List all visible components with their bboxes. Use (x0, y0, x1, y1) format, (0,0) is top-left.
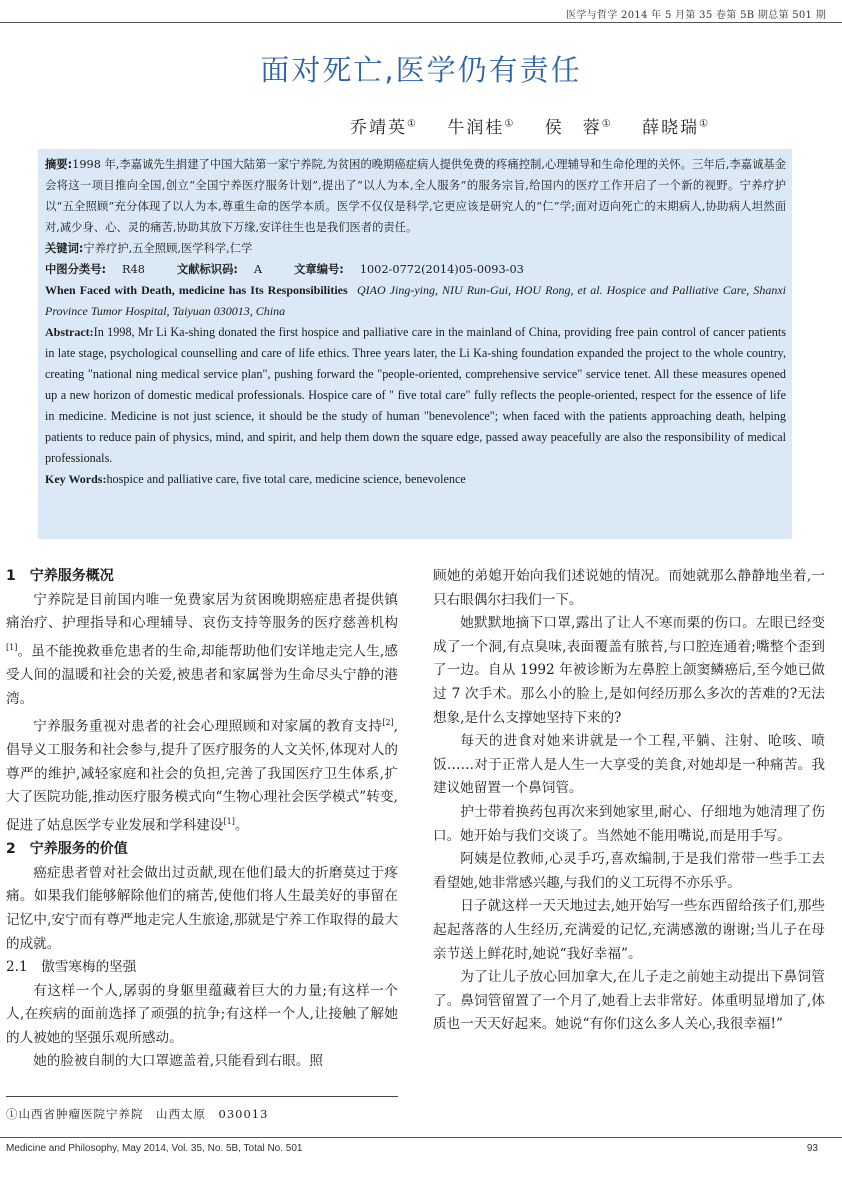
citation: [1] (223, 817, 235, 826)
section-1-heading: 1 宁养服务概况 (6, 568, 114, 584)
abstract-cn: 摘要:1998 年,李嘉诚先生捐建了中国大陆第一家宁养院,为贫困的晚期癌症病人提供免费的疼痛控制,心理辅导和生命伦理的关怀。三年后,李嘉诚基金会将这一项目推向全国,创立“全国宁养医疗服务计划”,提出了“以人为本,全人服务”的服务宗旨,给国内的医疗工作开启了一个新的视野。宁养疗护以“五全照顾”充分体现了以人为本,尊重生命的医学本质。医学不仅仅是科学,它更应该是研究人的“仁”学;面对迈向死亡的末期病人,协助病人坦然面对,减少身、心、灵的痛苦,协助其放下万缘,安详往生也是我们医者的责任。 (45, 158, 786, 234)
classification-line: 中图分类号: R48 文献标识码: A 文章编号: 1002-0772(2014)05-0093-03 (45, 263, 524, 276)
citation: [2] (382, 718, 394, 728)
paragraph: 宁养院是目前国内唯一免费家居为贫困晚期癌症患者提供镇痛治疗、护理指导和心理辅导、哀伤支持等服务的医疗慈善机构[1]。虽不能挽救垂危患者的生命,却能帮助他们安详地走完人生,感受人间的温暖和社会的关爱,被患者和家属誉为生命尽头宁静的港湾。 (6, 591, 398, 707)
paragraph: 宁养服务重视对患者的社会心理照顾和对家属的教育支持[2],倡导义工服务和社会参与,提升了医疗服务的人文关怀,体现对人的尊严的维护,减轻家庭和社会的负担,完善了我国医疗卫生体系,扩大了医院功能,推动医疗服务模式向“生物心理社会医学模式”转变,促进了姑息医学专业发展和学科建设[1]。 (6, 718, 398, 834)
keywords-en: Key Words:hospice and palliative care, five total care, medicine science, benevolence (45, 472, 466, 486)
footnote-rule (6, 1096, 398, 1097)
paragraph: 有这样一个人,孱弱的身躯里蕴藏着巨大的力量;有这样一个人,在疾病的面前选择了顽强的抗争;有这样一个人,让接触了解她的人被她的坚强乐观所感动。 (6, 982, 398, 1046)
citation: [1] (6, 642, 18, 652)
paragraph: 日子就这样一天天地过去,她开始写一些东西留给孩子们,那些起起落落的人生经历,充满爱的记忆,充满感激的谢谢;当儿子在母亲节送上鲜花时,她说“我好幸福”。 (433, 898, 825, 962)
journal-citation-footer: Medicine and Philosophy, May 2014, Vol. 35, No. 5B, Total No. 501 (6, 1143, 303, 1154)
keywords-cn: 关键词:宁养疗护,五全照顾,医学科学,仁学 (45, 242, 253, 255)
article-title: 面对死亡,医学仍有责任 (260, 53, 582, 87)
paragraph: 为了让儿子放心回加拿大,在儿子走之前她主动提出下鼻饲管了。鼻饲管留置了一个月了,她看上去非常好。体重明显增加了,体质也一天天好起来。她说“有你们这么多人关心,我很幸福!” (433, 969, 825, 1033)
author-affiliation-footnote: ①山西省肿瘤医院宁养院 山西太原 030013 (6, 1107, 269, 1121)
top-rule (0, 22, 842, 23)
english-title-line: When Faced with Death, medicine has Its Responsibilities QIAO Jing-ying, NIU Run-Gui, HOU Rong, et al. Hospice and Palliative Care, Shanxi Province Tumor Hospital, Taiyuan 030013, China (45, 283, 786, 318)
body-column-right (433, 565, 825, 1037)
running-head: 医学与哲学 2014 年 5 月第 35 卷第 5B 期总第 501 期 (566, 10, 826, 21)
author-2: 牛润桂① (447, 118, 514, 138)
body-column-left (6, 565, 398, 1074)
paragraph: 她的脸被自制的大口罩遮盖着,只能看到右眼。照 (33, 1053, 323, 1070)
author-4: 薛晓瑞① (642, 118, 709, 138)
author-1: 乔靖英① (350, 118, 416, 138)
paragraph: 每天的进食对她来讲就是一个工程,平躺、注射、呛咳、喷饭……对于正常人是人生一大享受的美食,对她却是一种痛苦。我建议她留置一个鼻饲管。 (433, 733, 825, 797)
author-list (350, 113, 734, 138)
page-number: 93 (806, 1143, 818, 1154)
author-3: 侯 蓉① (544, 118, 611, 138)
bottom-rule (0, 1137, 842, 1138)
paragraph: 她默默地摘下口罩,露出了让人不寒而栗的伤口。左眼已经变成了一个洞,有点臭味,表面覆盖有脓苔,与口腔连通着;嘴整个歪到了一边。自从 1992 年被诊断为左鼻腔上颌窦鳞癌后,至今她已做过 7 次手术。那么小的脸上,是如何经历那么多次的苦难的?无法想象,是什么支撑她坚持下来的? (433, 615, 825, 726)
abstract-en: Abstract:In 1998, Mr Li Ka-shing donated the first hospice and palliative care in the mainland of China, providing free pain control of cancer patients in late stage, psychological counselling and care of life ethics. Three years later, the Li Ka-shing foundation expanded the project to the whole country, creating "national ning medical service plan", pushing forward the "people-oriented, comprehensive service" service tenet. All these measures opened up a new horizon of domestic medical professionals. Hospice care of " five total care" fully reflects the people-oriented, respect for the essence of life in medicine. Medicine is not just science, it should be the study of human "benevolence"; when faced with the patients approaching death, helping patients to reduce pain of physics, mind, and spirit, and help them down the square edge, passed away peacefully are also the responsibility of medical professionals. (45, 325, 786, 465)
paragraph: 护士带着换药包再次来到她家里,耐心、仔细地为她清理了伤口。她开始与我们交谈了。当然她不能用嘴说,而是用手写。 (433, 803, 825, 844)
abstract-box (38, 149, 792, 539)
paragraph: 癌症患者曾对社会做出过贡献,现在他们最大的折磨莫过于疼痛。如果我们能够解除他们的痛苦,使他们将人生最美好的事留在记忆中,安宁而有尊严地走完人生旅途,那就是宁养工作取得的最大的成就。 (6, 864, 398, 952)
section-2-heading: 2 宁养服务的价值 (6, 841, 128, 858)
section-2-1-heading: 2.1 傲雪寒梅的坚强 (6, 959, 137, 976)
paragraph: 顾她的弟媳开始向我们述说她的情况。而她就那么静静地坐着,一只右眼偶尔扫我们一下。 (433, 568, 825, 608)
paragraph: 阿姨是位教师,心灵手巧,喜欢编制,于是我们常带一些手工去看望她,她非常感兴趣,与我们的义工玩得不亦乐乎。 (433, 851, 825, 891)
